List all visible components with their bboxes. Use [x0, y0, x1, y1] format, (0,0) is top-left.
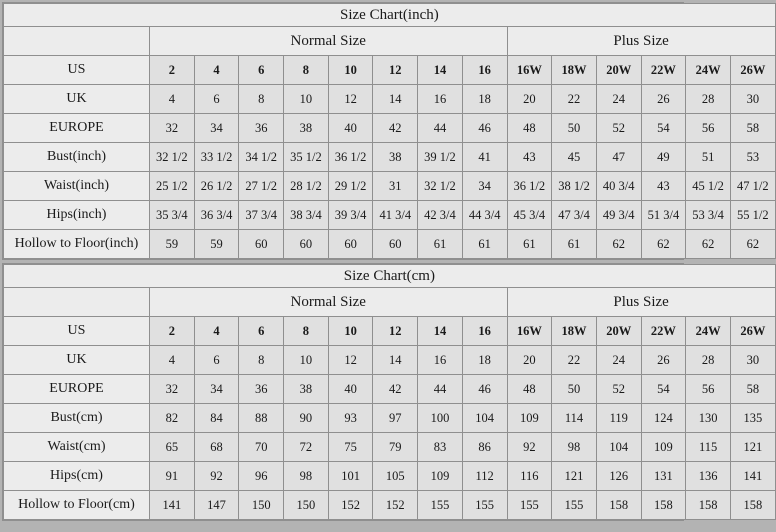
table-cell: 41 3/4 — [373, 201, 418, 230]
table-cell: 26 1/2 — [194, 172, 239, 201]
table-cell: 116 — [507, 462, 552, 491]
table-cell: 86 — [462, 433, 507, 462]
table-cell: 42 — [373, 375, 418, 404]
table-row — [4, 172, 776, 201]
table-cell: 8 — [239, 346, 284, 375]
table-cell: 39 1/2 — [418, 143, 463, 172]
table-cell: 109 — [641, 433, 686, 462]
table-cell: 24 — [596, 85, 641, 114]
table-cell: 115 — [686, 433, 731, 462]
table-cell: 47 — [596, 143, 641, 172]
table-cell: 62 — [641, 230, 686, 259]
table-cell: 51 — [686, 143, 731, 172]
table-cell: 22W — [641, 317, 686, 346]
table-cell: 58 — [730, 375, 775, 404]
table-cell: 79 — [373, 433, 418, 462]
table-cell: 36 3/4 — [194, 201, 239, 230]
table-cell: 60 — [373, 230, 418, 259]
table-cell: 37 3/4 — [239, 201, 284, 230]
table-cell: 62 — [730, 230, 775, 259]
table-cell: 38 — [373, 143, 418, 172]
row-label: Bust(cm) — [4, 404, 150, 433]
table-cell: 136 — [686, 462, 731, 491]
table-cell: 58 — [730, 114, 775, 143]
row-label: Hips(cm) — [4, 462, 150, 491]
table-cell: 36 1/2 — [507, 172, 552, 201]
table-cell: 72 — [284, 433, 329, 462]
row-label: US — [4, 317, 150, 346]
table-cell: 150 — [284, 491, 329, 520]
table-cell: 6 — [239, 56, 284, 85]
table-cell: 34 — [194, 114, 239, 143]
table-cell: 31 — [373, 172, 418, 201]
table-cell: 30 — [730, 85, 775, 114]
table-cell: 44 — [418, 114, 463, 143]
table-cell: 32 1/2 — [418, 172, 463, 201]
table-cell: 38 — [284, 114, 329, 143]
size-charts-container — [0, 2, 769, 521]
row-label: Hips(inch) — [4, 201, 150, 230]
table-cell: 16 — [462, 317, 507, 346]
table-cell: 26W — [730, 317, 775, 346]
table-cell: 119 — [596, 404, 641, 433]
table-cell: 150 — [239, 491, 284, 520]
table-cell: 43 — [507, 143, 552, 172]
table-cell: 30 — [730, 346, 775, 375]
table-cell: 92 — [194, 462, 239, 491]
row-label: Bust(inch) — [4, 143, 150, 172]
table-cell: 18W — [552, 317, 597, 346]
table-cell: 45 — [552, 143, 597, 172]
table-cell: 47 1/2 — [730, 172, 775, 201]
table-cell: 35 3/4 — [150, 201, 195, 230]
table-cell: 24W — [686, 56, 731, 85]
table-cell: 18 — [462, 346, 507, 375]
table-cell: 152 — [373, 491, 418, 520]
table-cell: 60 — [239, 230, 284, 259]
table-cell: 131 — [641, 462, 686, 491]
size-group-label: Normal Size — [150, 288, 508, 317]
table-cell: 32 — [150, 114, 195, 143]
table-cell: 61 — [462, 230, 507, 259]
table-cell: 62 — [686, 230, 731, 259]
table-cell: 36 1/2 — [328, 143, 373, 172]
table-cell: 152 — [328, 491, 373, 520]
table-cell: 48 — [507, 375, 552, 404]
table-cell: 121 — [552, 462, 597, 491]
table-cell: 12 — [373, 317, 418, 346]
table-cell: 18W — [552, 56, 597, 85]
table-row — [4, 114, 776, 143]
table-cell: 20W — [596, 317, 641, 346]
table-cell: 49 3/4 — [596, 201, 641, 230]
table-cell: 52 — [596, 114, 641, 143]
table-cell: 50 — [552, 114, 597, 143]
table-row — [4, 462, 776, 491]
table-cell: 2 — [150, 56, 195, 85]
table-row — [4, 85, 776, 114]
table-cell: 104 — [596, 433, 641, 462]
table-cell: 91 — [150, 462, 195, 491]
table-cell: 6 — [239, 317, 284, 346]
table-cell: 155 — [507, 491, 552, 520]
table-cell: 105 — [373, 462, 418, 491]
table-cell: 124 — [641, 404, 686, 433]
table-cell: 130 — [686, 404, 731, 433]
table-cell: 10 — [328, 56, 373, 85]
table-cell: 158 — [596, 491, 641, 520]
row-label: Waist(cm) — [4, 433, 150, 462]
table-cell: 84 — [194, 404, 239, 433]
table-cell: 29 1/2 — [328, 172, 373, 201]
table-cell: 60 — [328, 230, 373, 259]
table-cell: 121 — [730, 433, 775, 462]
table-row — [4, 433, 776, 462]
table-cell: 49 — [641, 143, 686, 172]
table-cell: 141 — [730, 462, 775, 491]
table-cell: 20 — [507, 346, 552, 375]
table-cell: 46 — [462, 114, 507, 143]
table-cell: 45 1/2 — [686, 172, 731, 201]
table-cell: 59 — [150, 230, 195, 259]
table-cell: 26 — [641, 85, 686, 114]
table-cell: 50 — [552, 375, 597, 404]
table-cell: 25 1/2 — [150, 172, 195, 201]
table-cell: 10 — [284, 85, 329, 114]
table-cell: 38 — [284, 375, 329, 404]
table-cell: 62 — [596, 230, 641, 259]
table-cell: 40 3/4 — [596, 172, 641, 201]
table-cell: 14 — [418, 317, 463, 346]
table-cell: 35 1/2 — [284, 143, 329, 172]
table-cell: 54 — [641, 114, 686, 143]
row-label: UK — [4, 85, 150, 114]
table-cell: 14 — [418, 56, 463, 85]
table-cell: 27 1/2 — [239, 172, 284, 201]
table-cell: 12 — [328, 85, 373, 114]
table-cell: 75 — [328, 433, 373, 462]
table-cell: 32 — [150, 375, 195, 404]
table-cell: 38 3/4 — [284, 201, 329, 230]
table-cell: 61 — [507, 230, 552, 259]
row-label: UK — [4, 346, 150, 375]
table-cell: 26 — [641, 346, 686, 375]
table-cell: 44 3/4 — [462, 201, 507, 230]
table-row — [4, 375, 776, 404]
table-cell: 18 — [462, 85, 507, 114]
table-cell: 22 — [552, 85, 597, 114]
table-cell: 147 — [194, 491, 239, 520]
table-cell: 16 — [418, 85, 463, 114]
table-row — [4, 404, 776, 433]
table-cell: 10 — [284, 346, 329, 375]
size-group-label: Plus Size — [507, 27, 775, 56]
table-cell: 55 1/2 — [730, 201, 775, 230]
table-cell: 48 — [507, 114, 552, 143]
table-cell: 40 — [328, 114, 373, 143]
table-cell: 12 — [328, 346, 373, 375]
table-cell: 46 — [462, 375, 507, 404]
table-cell: 93 — [328, 404, 373, 433]
table-cell: 14 — [373, 346, 418, 375]
table-cell: 61 — [552, 230, 597, 259]
table-row — [4, 491, 776, 520]
table-cell: 112 — [462, 462, 507, 491]
table-cell: 135 — [730, 404, 775, 433]
table-cell: 43 — [641, 172, 686, 201]
table-cell: 36 — [239, 114, 284, 143]
table-row — [4, 317, 776, 346]
table-cell: 16W — [507, 56, 552, 85]
table-cell: 53 — [730, 143, 775, 172]
table-cell: 6 — [194, 346, 239, 375]
table-cell: 54 — [641, 375, 686, 404]
table-cell: 28 — [686, 85, 731, 114]
table-cell: 98 — [552, 433, 597, 462]
chart-title-row — [4, 4, 776, 27]
row-label: Hollow to Floor(inch) — [4, 230, 150, 259]
table-cell: 70 — [239, 433, 284, 462]
size-group-label: Normal Size — [150, 27, 508, 56]
table-cell: 4 — [194, 317, 239, 346]
table-cell: 92 — [507, 433, 552, 462]
table-cell: 14 — [373, 85, 418, 114]
table-cell: 104 — [462, 404, 507, 433]
table-cell: 83 — [418, 433, 463, 462]
chart-title: Size Chart(inch) — [4, 4, 776, 27]
table-cell: 32 1/2 — [150, 143, 195, 172]
table-row — [4, 201, 776, 230]
table-cell: 39 3/4 — [328, 201, 373, 230]
table-cell: 6 — [194, 85, 239, 114]
table-cell: 61 — [418, 230, 463, 259]
table-cell: 4 — [194, 56, 239, 85]
table-cell: 16 — [462, 56, 507, 85]
table-cell: 96 — [239, 462, 284, 491]
table-cell: 158 — [730, 491, 775, 520]
table-cell: 20 — [507, 85, 552, 114]
table-cell: 28 — [686, 346, 731, 375]
table-cell: 34 1/2 — [239, 143, 284, 172]
table-cell: 42 3/4 — [418, 201, 463, 230]
table-cell: 16W — [507, 317, 552, 346]
table-cell: 158 — [686, 491, 731, 520]
table-cell: 38 1/2 — [552, 172, 597, 201]
table-cell: 2 — [150, 317, 195, 346]
size-chart-table — [3, 3, 776, 259]
size-group-label: Plus Size — [507, 288, 775, 317]
table-cell: 45 3/4 — [507, 201, 552, 230]
size-chart-inch — [2, 2, 769, 260]
row-label: US — [4, 56, 150, 85]
table-cell: 114 — [552, 404, 597, 433]
table-cell: 155 — [552, 491, 597, 520]
table-cell: 109 — [418, 462, 463, 491]
row-label: Waist(inch) — [4, 172, 150, 201]
table-cell: 24W — [686, 317, 731, 346]
chart-title-row — [4, 265, 776, 288]
table-cell: 44 — [418, 375, 463, 404]
table-cell: 40 — [328, 375, 373, 404]
table-cell: 155 — [418, 491, 463, 520]
size-group-row — [4, 288, 776, 317]
table-cell: 22W — [641, 56, 686, 85]
table-cell: 59 — [194, 230, 239, 259]
table-cell: 68 — [194, 433, 239, 462]
table-cell: 34 — [462, 172, 507, 201]
table-cell: 42 — [373, 114, 418, 143]
table-cell: 34 — [194, 375, 239, 404]
table-cell: 82 — [150, 404, 195, 433]
table-cell: 8 — [284, 56, 329, 85]
size-chart-table — [3, 264, 776, 520]
size-chart-cm — [2, 263, 766, 521]
table-cell: 155 — [462, 491, 507, 520]
table-cell: 90 — [284, 404, 329, 433]
table-cell: 51 3/4 — [641, 201, 686, 230]
table-cell: 8 — [284, 317, 329, 346]
row-label: EUROPE — [4, 375, 150, 404]
table-row — [4, 346, 776, 375]
row-label: Hollow to Floor(cm) — [4, 491, 150, 520]
table-cell: 65 — [150, 433, 195, 462]
table-cell: 26W — [730, 56, 775, 85]
table-cell: 20W — [596, 56, 641, 85]
table-cell: 158 — [641, 491, 686, 520]
table-cell: 4 — [150, 346, 195, 375]
table-cell: 12 — [373, 56, 418, 85]
table-row — [4, 230, 776, 259]
table-cell: 126 — [596, 462, 641, 491]
table-cell: 98 — [284, 462, 329, 491]
table-cell: 16 — [418, 346, 463, 375]
corner-cell — [4, 27, 150, 56]
table-row — [4, 56, 776, 85]
table-cell: 60 — [284, 230, 329, 259]
table-cell: 36 — [239, 375, 284, 404]
chart-title: Size Chart(cm) — [4, 265, 776, 288]
table-cell: 101 — [328, 462, 373, 491]
table-cell: 4 — [150, 85, 195, 114]
row-label: EUROPE — [4, 114, 150, 143]
size-group-row — [4, 27, 776, 56]
table-cell: 100 — [418, 404, 463, 433]
table-cell: 88 — [239, 404, 284, 433]
table-cell: 56 — [686, 114, 731, 143]
table-cell: 97 — [373, 404, 418, 433]
table-cell: 41 — [462, 143, 507, 172]
table-cell: 33 1/2 — [194, 143, 239, 172]
table-cell: 10 — [328, 317, 373, 346]
table-cell: 141 — [150, 491, 195, 520]
table-cell: 8 — [239, 85, 284, 114]
table-cell: 109 — [507, 404, 552, 433]
table-cell: 56 — [686, 375, 731, 404]
table-cell: 52 — [596, 375, 641, 404]
table-cell: 28 1/2 — [284, 172, 329, 201]
table-cell: 47 3/4 — [552, 201, 597, 230]
corner-cell — [4, 288, 150, 317]
table-row — [4, 143, 776, 172]
table-cell: 53 3/4 — [686, 201, 731, 230]
table-cell: 24 — [596, 346, 641, 375]
table-cell: 22 — [552, 346, 597, 375]
